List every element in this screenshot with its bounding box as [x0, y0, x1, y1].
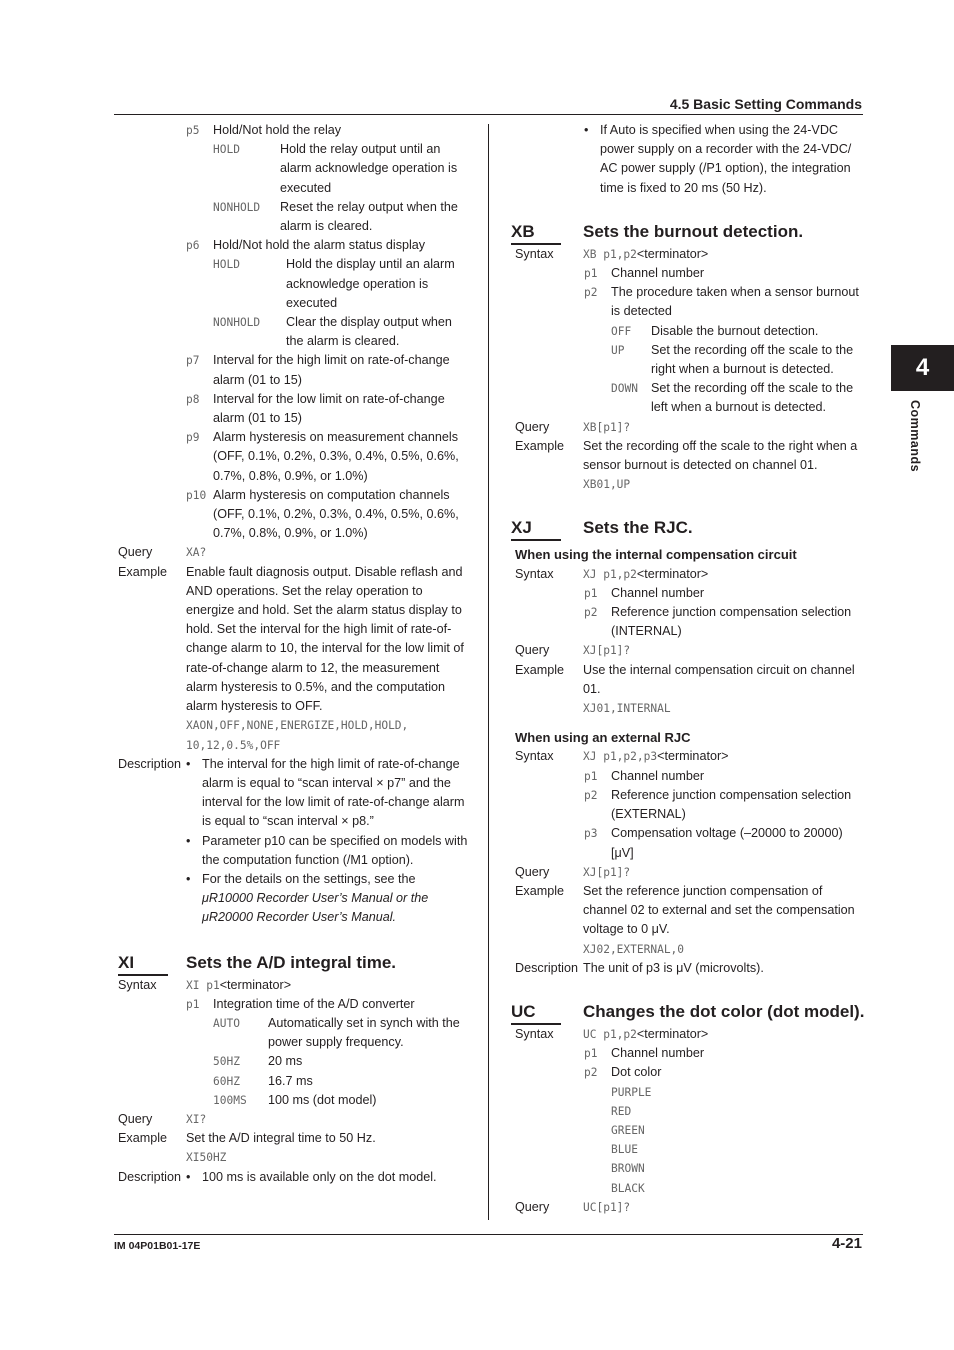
chapter-tab-label: Commands: [908, 400, 923, 473]
right-column: [511, 121, 865, 1217]
xa-description-row: [118, 755, 468, 928]
option-value: Reset the relay output when the alarm is cleared.: [280, 199, 458, 234]
example-text: Use the internal compensation circuit on channel 01.: [583, 662, 855, 696]
param-name: p1: [584, 1047, 598, 1061]
param-name: p10: [186, 488, 207, 502]
param-name: p9: [186, 431, 200, 445]
xb-query-row: [511, 418, 865, 437]
param-name: p1: [186, 997, 200, 1011]
param-p1: [511, 1044, 865, 1063]
option-value: Hold the relay output until an alarm acknowledge operation is executed: [280, 142, 458, 195]
row-label: Example: [515, 662, 564, 677]
param-name: p2: [584, 1066, 598, 1080]
xb-example-row: [511, 437, 865, 495]
option-key: NONHOLD: [213, 316, 261, 330]
subheading-internal: When using the internal compensation circuit: [515, 547, 797, 563]
description-text: The unit of p3 is μV (microvolts).: [583, 960, 764, 975]
param-p3: [511, 824, 865, 862]
param-desc: Channel number: [611, 585, 705, 600]
xa-example-row: [118, 563, 468, 755]
param-desc: Hold/Not hold the alarm status display: [213, 238, 426, 253]
command-code: XB: [511, 222, 561, 245]
option-key: 100MS: [213, 1093, 247, 1107]
query-code: UC[p1]?: [583, 1200, 631, 1214]
bullet-item: • If Auto is specified when using the 24-VDC power supply on a recorder with the 24-VDC/ AC power supply (/P1 option), the integration time is fixed to 20 ms (50 Hz).: [584, 123, 852, 195]
param-name: p2: [584, 286, 598, 300]
option-value: Automatically set in synch with the power supply frequency.: [268, 1015, 460, 1050]
row-label: Description: [515, 960, 578, 975]
header-rule: [114, 114, 863, 115]
query-code: XI?: [186, 1112, 207, 1126]
command-code: XI: [118, 953, 168, 976]
xa-query-row: [118, 543, 468, 562]
param-p1: [118, 995, 468, 1014]
section-title: Sets the RJC.: [583, 518, 693, 538]
row-label: Syntax: [515, 246, 554, 261]
xi-example-row: [118, 1129, 468, 1167]
example-code: XJ02,EXTERNAL,0: [583, 942, 685, 956]
example-text: Set the recording off the scale to the right when a sensor burnout is detected on channel 01.: [583, 438, 858, 473]
param-desc: Alarm hysteresis on measurement channels (OFF, 0.1%, 0.2%, 0.3%, 0.4%, 0.5%, 0.6%, 0.7%, 0.8%, 0.9%, or 1.0%): [213, 430, 459, 483]
param-desc: Channel number: [611, 768, 705, 783]
param-p1: [511, 264, 865, 283]
example-code: XAON,OFF,NONE,ENERGIZE,HOLD,HOLD,: [186, 719, 409, 733]
option-value: Clear the display output when the alarm is cleared.: [286, 315, 452, 349]
example-code: XJ01,INTERNAL: [583, 702, 671, 716]
param-p2: [511, 786, 865, 824]
xj-query-row-2: [511, 863, 865, 882]
row-label: Query: [515, 864, 550, 879]
example-text: Enable fault diagnosis output. Disable reflash and AND operations. Set the relay operation to energize and hold. Set the alarm status display to hold. Set the interval for the high limit of rate-of-change alarm to 10, the interval for the low limit of rate-of-change alarm to 12, the measurement alarm hysteresis to 0.5%, and the computation alarm hysteresis to OFF.: [186, 564, 464, 714]
xi-syntax-row: Syntax XI p1<terminator>: [118, 976, 468, 995]
query-code: XA?: [186, 546, 207, 560]
option-value: 20 ms: [268, 1054, 303, 1069]
param-p6: [118, 236, 468, 255]
param-name: p2: [584, 606, 598, 620]
row-label: Query: [515, 643, 550, 658]
color-option: BLUE: [611, 1143, 638, 1157]
param-desc: Integration time of the A/D converter: [213, 996, 415, 1011]
param-p9: [118, 428, 468, 486]
uc-syntax-row: Syntax UC p1,p2<terminator>: [511, 1025, 865, 1044]
query-code: XJ[p1]?: [583, 865, 631, 879]
bullet-item: • The interval for the high limit of rate-of-change alarm is equal to “scan interval × p7” and the interval for the low limit of rate-of-change alarm is equal to “scan interval × p8.”: [186, 756, 465, 829]
option-key: AUTO: [213, 1016, 240, 1030]
uc-section-heading: [511, 1002, 865, 1025]
section-header: 4.5 Basic Setting Commands: [669, 96, 862, 112]
xj-section-heading: [511, 518, 865, 541]
option-row: [118, 313, 468, 351]
option-key: 50HZ: [213, 1055, 240, 1069]
xi-section-heading: [118, 953, 468, 976]
param-p2: [511, 283, 865, 321]
syntax-code: XJ p1,p2: [583, 567, 637, 581]
syntax-code: XI p1: [186, 978, 220, 992]
left-column: [118, 121, 468, 1187]
option-row: [118, 1072, 468, 1091]
row-label: Query: [515, 1199, 550, 1214]
color-option: PURPLE: [611, 1085, 652, 1099]
param-name: p7: [186, 354, 200, 368]
row-label: Query: [118, 1111, 153, 1126]
row-label: Description: [118, 756, 181, 771]
xi-query-row: [118, 1110, 468, 1129]
param-name: p8: [186, 392, 200, 406]
syntax-code: XJ p1,p2,p3: [583, 750, 658, 764]
example-text: Set the A/D integral time to 50 Hz.: [186, 1131, 376, 1146]
param-desc: Reference junction compensation selection (INTERNAL): [611, 605, 852, 639]
example-code: XB01,UP: [583, 478, 631, 492]
option-row: [118, 255, 468, 313]
document-id: IM 04P01B01-17E: [114, 1240, 201, 1252]
xj-example-row: [511, 661, 865, 719]
param-name: p3: [584, 827, 598, 841]
color-option: BROWN: [611, 1162, 645, 1176]
option-value: Set the recording off the scale to the right when a burnout is detected.: [651, 342, 854, 377]
example-code: XI50HZ: [186, 1151, 227, 1165]
bullet-item: • Parameter p10 can be specified on models with the computation function (/M1 option).: [186, 833, 468, 867]
option-key: 60HZ: [213, 1074, 240, 1088]
syntax-code: XB p1,p2: [583, 247, 637, 261]
option-key: HOLD: [213, 143, 240, 157]
row-label: Example: [515, 883, 564, 898]
example-code: 10,12,0.5%,OFF: [186, 738, 281, 752]
option-value: Disable the burnout detection.: [651, 323, 819, 338]
param-desc: Dot color: [611, 1065, 662, 1080]
row-label: Syntax: [515, 566, 554, 581]
chapter-tab: 4: [891, 345, 954, 391]
param-name: p2: [584, 788, 598, 802]
option-key: NONHOLD: [213, 200, 261, 214]
option-value: 16.7 ms: [268, 1073, 313, 1088]
xj-example-row-2: [511, 882, 865, 959]
option-row: [511, 379, 865, 417]
row-label: Example: [515, 438, 564, 453]
option-key: DOWN: [611, 382, 638, 396]
section-title: Sets the burnout detection.: [583, 221, 804, 241]
option-row: [511, 341, 865, 379]
option-key: OFF: [611, 324, 632, 338]
color-option: RED: [611, 1104, 632, 1118]
column-divider: [488, 124, 489, 1220]
param-p5: [118, 121, 468, 140]
option-row: [118, 1091, 468, 1110]
command-code: XJ: [511, 518, 561, 541]
param-desc: The procedure taken when a sensor burnout is detected: [611, 285, 859, 319]
color-option: GREEN: [611, 1123, 645, 1137]
option-row: [118, 140, 468, 198]
param-desc: Channel number: [611, 1046, 705, 1061]
option-row: [118, 198, 468, 236]
color-option: BLACK: [611, 1181, 645, 1195]
param-desc: Channel number: [611, 266, 705, 281]
row-label: Example: [118, 564, 167, 579]
footer-rule: [114, 1234, 863, 1235]
xi-description-row: [118, 1168, 468, 1187]
page-number: 4-21: [831, 1235, 862, 1252]
xj-syntax-row-2: Syntax XJ p1,p2,p3<terminator>: [511, 747, 865, 766]
option-key: UP: [611, 343, 625, 357]
bullet-item: • 100 ms is available only on the dot model.: [186, 1169, 437, 1184]
option-value: Hold the display until an alarm acknowledge operation is executed: [286, 257, 455, 310]
row-label: Query: [515, 419, 550, 434]
example-text: Set the reference junction compensation of channel 02 to external and set the compensation voltage to 0 μV.: [583, 883, 855, 937]
row-label: Syntax: [118, 977, 157, 992]
param-p2: [511, 1063, 865, 1082]
bullet-item: • For the details on the settings, see the μR10000 Recorder User’s Manual or the μR20000 Recorder User’s Manual.: [186, 871, 429, 925]
xj-syntax-row: Syntax XJ p1,p2<terminator>: [511, 565, 865, 584]
section-title: Sets the A/D integral time.: [186, 952, 397, 972]
subheading-external: When using an external RJC: [515, 730, 691, 746]
param-name: p1: [584, 586, 598, 600]
syntax-code: UC p1,p2: [583, 1027, 637, 1041]
row-label: Description: [118, 1169, 181, 1184]
xj-description-row: [511, 959, 865, 978]
param-desc: Interval for the low limit on rate-of-change alarm (01 to 15): [213, 391, 445, 426]
row-label: Syntax: [515, 749, 554, 764]
option-key: HOLD: [213, 258, 240, 272]
option-row: [118, 1052, 468, 1071]
param-p1: [511, 584, 865, 603]
xb-section-heading: [511, 222, 865, 245]
param-name: p5: [186, 124, 200, 137]
param-p10: [118, 486, 468, 544]
param-desc: Hold/Not hold the relay: [213, 123, 342, 137]
option-row: [511, 322, 865, 341]
param-p1: [511, 767, 865, 786]
row-label: Query: [118, 545, 153, 560]
command-code: UC: [511, 1002, 561, 1025]
section-title: Changes the dot color (dot model).: [583, 1001, 865, 1021]
option-value: 100 ms (dot model): [268, 1092, 377, 1107]
param-desc: Interval for the high limit on rate-of-change alarm (01 to 15): [213, 353, 450, 387]
query-code: XJ[p1]?: [583, 644, 631, 658]
option-value: Set the recording off the scale to the left when a burnout is detected.: [651, 381, 854, 415]
param-desc: Compensation voltage (–20000 to 20000) [μV]: [611, 826, 843, 860]
option-row: [118, 1014, 468, 1052]
param-name: p6: [186, 239, 200, 253]
query-code: XB[p1]?: [583, 420, 631, 434]
param-desc: Alarm hysteresis on computation channels (OFF, 0.1%, 0.2%, 0.3%, 0.4%, 0.5%, 0.6%, 0.7%, 0.8%, 0.9%, or 1.0%): [213, 487, 459, 541]
param-desc: Reference junction compensation selection (EXTERNAL): [611, 787, 852, 822]
row-label: Example: [118, 1131, 167, 1146]
xb-syntax-row: Syntax XB p1,p2<terminator>: [511, 245, 865, 264]
xj-query-row: [511, 641, 865, 660]
param-p7: [118, 351, 468, 389]
uc-query-row: [511, 1198, 865, 1217]
row-label: Syntax: [515, 1026, 554, 1041]
param-name: p1: [584, 769, 598, 783]
param-name: p1: [584, 267, 598, 281]
param-p2: [511, 603, 865, 641]
param-p8: [118, 390, 468, 428]
